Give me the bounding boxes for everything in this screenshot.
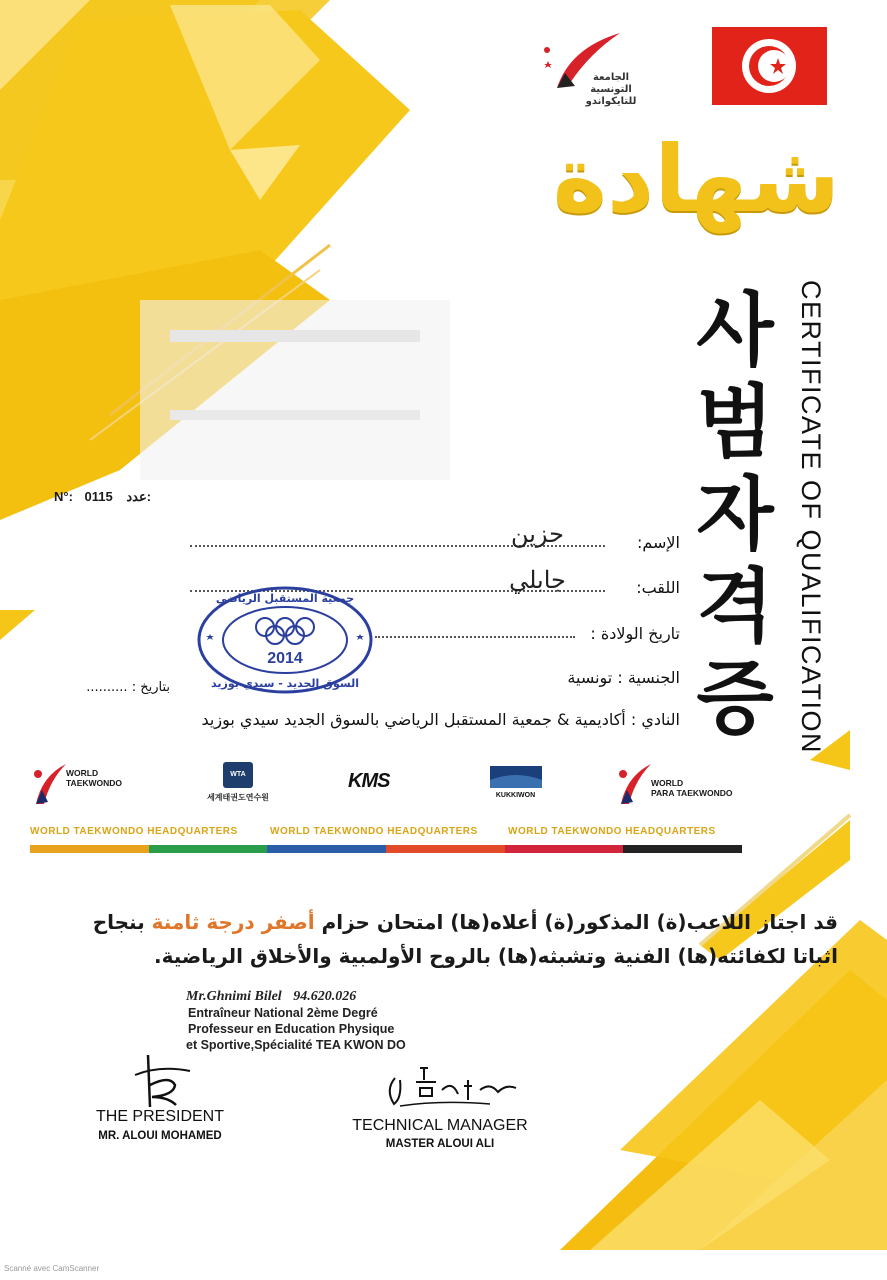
coach-name: Mr.Ghnimi Bilel [186, 989, 282, 1004]
birthdate-dotted-line [375, 636, 575, 638]
manager-name: MASTER ALOUI ALI [385, 1138, 495, 1150]
certificate-body [20, 905, 838, 973]
club-row [140, 710, 680, 729]
nationality-label: الجنسية : [617, 668, 680, 687]
color-stripe [623, 845, 742, 853]
birthdate-label: تاريخ الولادة : [590, 624, 680, 643]
korean-char: 격 [696, 560, 774, 653]
body-line1-part1: قد اجتاز اللاعب(ة) المذكور(ة) أعلاه(ها) امتحان حزام [314, 910, 838, 934]
date-dots: .......... [86, 680, 128, 695]
stamp-top-text: جمعية المستقبل الرياضي [215, 592, 355, 605]
korean-char: 사 [696, 284, 774, 377]
club-stamp [195, 585, 375, 695]
color-stripe [386, 845, 505, 853]
coach-line4: et Sportive,Spécialité TEA KWON DO [186, 1038, 406, 1052]
certificate-number [54, 489, 354, 509]
name-label: الإسم: [636, 533, 680, 552]
stamp-star-icon [356, 634, 364, 640]
stamp-star-icon [206, 634, 214, 640]
korean-char: 증 [696, 652, 774, 745]
wta-logo [198, 762, 278, 812]
certificate-title-korean [690, 285, 780, 745]
belt-grade: أصفر درجة ثامنة [151, 910, 315, 934]
wta-korean: 세계태권도연수원 [207, 793, 269, 802]
manager-title: TECHNICAL MANAGER [352, 1117, 528, 1134]
color-stripe [267, 845, 386, 853]
body-line2: اثباتا لكفائته(ها) الفنية وتشبثه(ها) بالروح الأولمبية والأخلاق الرياضية. [153, 944, 838, 968]
coach-info [168, 988, 418, 1053]
partner-logos [28, 758, 748, 818]
korean-char: 자 [696, 468, 774, 561]
club-label: النادي : [630, 710, 680, 729]
body-line1 [20, 905, 838, 939]
color-stripe [505, 845, 624, 853]
hq-text: WORLD TAEKWONDO HEADQUARTERS [508, 826, 716, 837]
body-line1-part2: بنجاح [92, 910, 152, 934]
tunisia-flag [712, 27, 827, 105]
federation-name: الجامعة التونسية للتايكواندو [585, 72, 637, 107]
date-row [50, 680, 170, 695]
stamp-year: 2014 [267, 650, 303, 667]
nationality-value: تونسية [567, 668, 613, 687]
tunisia-flag-emblem-icon [712, 27, 827, 105]
color-stripes [30, 842, 742, 856]
certificate-title-english-text: CERTIFICATE OF QUALIFICATION [796, 280, 826, 755]
nationality-row [500, 668, 680, 687]
korean-char: 범 [696, 376, 774, 469]
president-signature [130, 1045, 200, 1115]
wta-badge: WTA [223, 762, 253, 788]
world-taekwondo-logo [28, 760, 148, 810]
color-stripe [149, 845, 268, 853]
coach-name-row [168, 988, 418, 1005]
number-label-fr: N°: [54, 489, 73, 504]
wt-line2: TAEKWONDO [66, 778, 123, 788]
kukkiwon-logo [488, 766, 543, 806]
kukkiwon-emblem-icon [490, 766, 542, 788]
stamp-bottom-text: السوق الجديد - سيدي بوزيد [211, 677, 359, 690]
headquarters-banner [30, 826, 742, 840]
manager-signature [380, 1060, 520, 1115]
number-label-ar: عدد: [126, 489, 152, 504]
wt-line1: WORLD [66, 768, 99, 778]
para-taekwondo-emblem-icon [613, 760, 653, 808]
para-line2: PARA TAEKWONDO [651, 788, 733, 798]
surname-label: اللقب: [636, 578, 680, 597]
kms-logo: KMS [348, 770, 390, 792]
certificate-title-arabic: شهادة [552, 126, 840, 233]
scanner-watermark: Scanné avec CamScanner [4, 1264, 100, 1273]
coach-line2: Entraîneur National 2ème Degré [188, 1006, 378, 1020]
certificate-title-english [796, 280, 826, 760]
president-title: THE PRESIDENT [95, 1108, 224, 1125]
hq-text: WORLD TAEKWONDO HEADQUARTERS [270, 826, 478, 837]
world-taekwondo-emblem-icon [28, 760, 68, 808]
number-value: 0115 [84, 489, 113, 504]
world-para-taekwondo-logo [613, 760, 753, 810]
hq-text: WORLD TAEKWONDO HEADQUARTERS [30, 826, 238, 837]
club-value: أكاديمية & جمعية المستقبل الرياضي بالسوق الجديد سيدي بوزيد [201, 710, 626, 729]
president-name: MR. ALOUI MOHAMED [98, 1130, 222, 1142]
coach-phone: 94.620.026 [293, 989, 357, 1004]
surname-value: جابلي [509, 566, 566, 594]
coach-line3: Professeur en Education Physique [188, 1022, 395, 1036]
para-line1: WORLD [651, 778, 684, 788]
date-label: بتاريخ : [131, 680, 170, 695]
color-stripe [30, 845, 149, 853]
kukkiwon-text: KUKKIWON [495, 792, 536, 799]
name-value: حزين [510, 520, 565, 548]
